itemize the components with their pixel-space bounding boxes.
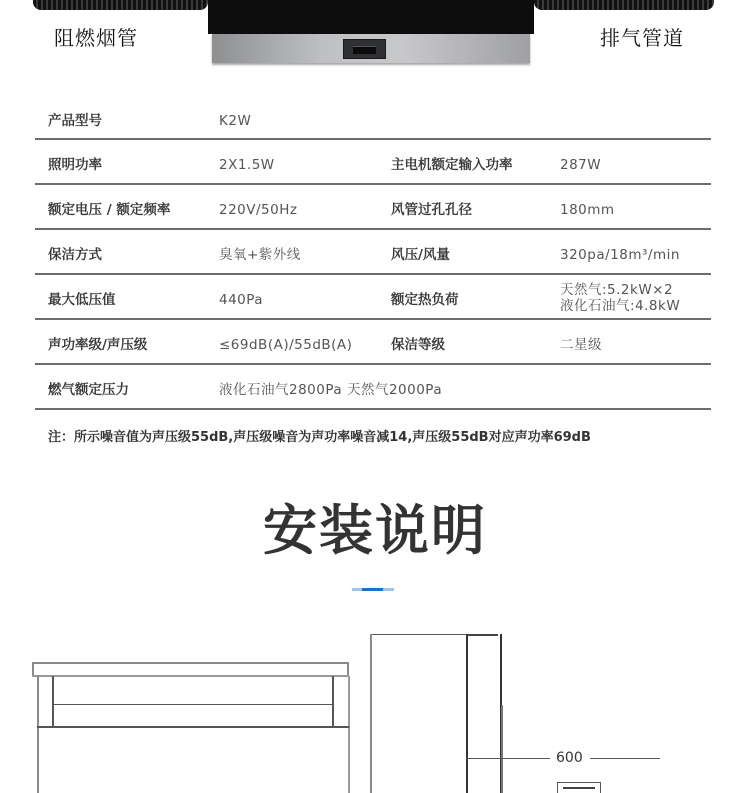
spec-value: 320pa/18m³/min [560,247,680,263]
spec-value: K2W [219,113,252,129]
spec-value: 220V/50Hz [219,202,298,218]
section-title: 安装说明 [263,499,487,562]
spec-key: 燃气额定压力 [48,382,129,398]
spec-key: 保洁等级 [391,337,445,353]
noise-note: 注：所示噪音值为声压级55dB,声压级噪音为声功率噪音减14,声压级55dB对应声功率69dB [48,430,591,445]
spec-value: 臭氧+紫外线 [219,247,301,263]
spec-value: 180mm [560,202,615,218]
exhaust-duct-image [534,0,714,10]
fire-retardant-hose-label: 阻燃烟管 [54,26,138,50]
row-divider [35,318,711,320]
exhaust-duct-label: 排气管道 [600,26,684,50]
row-divider [35,408,711,410]
row-divider [35,183,711,185]
spec-value: 二星级 [560,337,602,353]
row-divider [35,138,711,140]
spec-key: 最大低压值 [48,292,116,308]
spec-key: 保洁方式 [48,247,102,263]
spec-key: 主电机额定输入功率 [391,157,513,173]
spec-value-line-1: 天然气:5.2kW×2 [560,282,674,298]
spec-value-line-2: 液化石油气:4.8kW [560,298,681,314]
spec-value: 液化石油气2800Pa 天然气2000Pa [219,382,443,398]
dimension-label: 600 [552,750,587,766]
range-hood-glass-panel [208,0,534,34]
spec-key: 风压/风量 [391,247,450,263]
row-divider [35,273,711,275]
row-divider [35,228,711,230]
spec-key: 照明功率 [48,157,102,173]
spec-key: 额定热负荷 [391,292,459,308]
spec-value: ≤69dB(A)/55dB(A) [219,337,353,353]
spec-value: 287W [560,157,602,173]
spec-key: 产品型号 [48,113,102,129]
spec-key: 风管过孔孔径 [391,202,472,218]
row-divider [35,363,711,365]
fire-retardant-hose-image [33,0,208,10]
spec-value: 440Pa [219,292,264,308]
spec-key: 额定电压 / 额定频率 [48,202,171,218]
range-hood-handle-icon [343,39,386,59]
spec-value: 2X1.5W [219,157,275,173]
spec-key: 声功率级/声压级 [48,337,148,353]
